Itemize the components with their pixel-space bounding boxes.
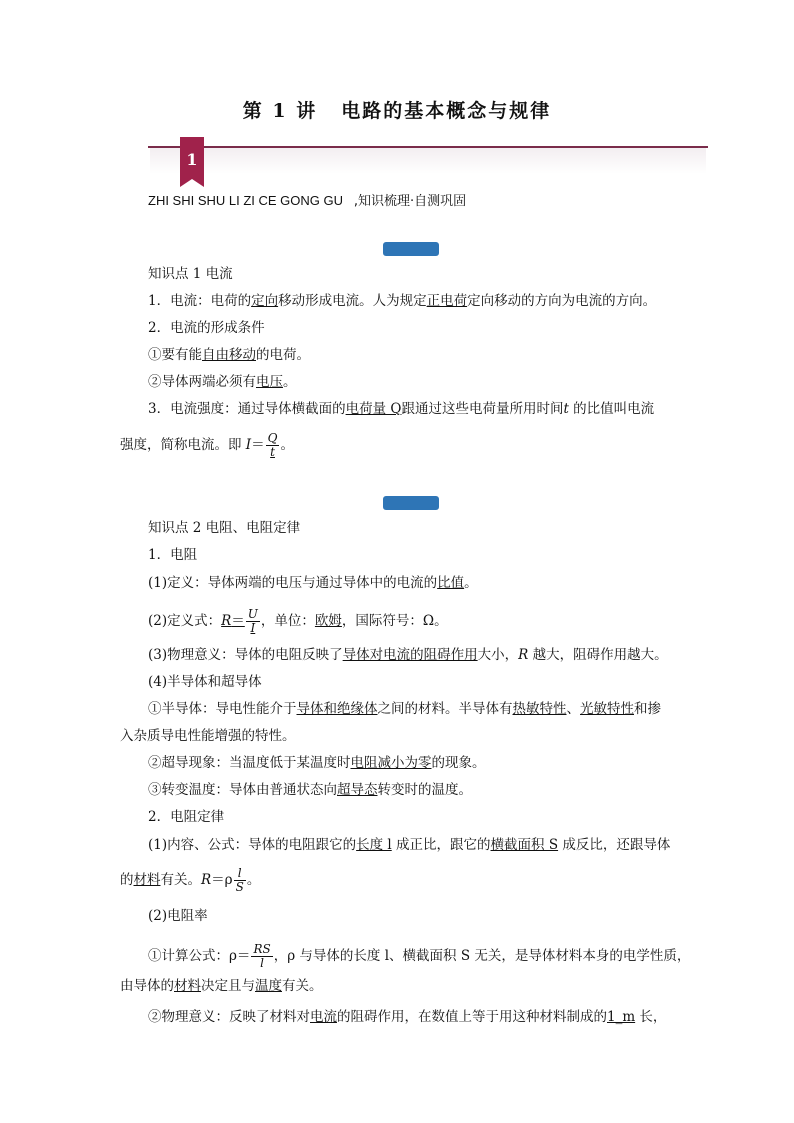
kp1-heading: 知识点 1 电流 (148, 266, 233, 282)
kp2-line: (3)物理意义：导体的电阻反映了导体对电流的阻碍作用大小，R 越大，阻碍作用越大。 (148, 647, 668, 663)
kp2-line: ①半导体：导电性能介于导体和绝缘体之间的材料。半导体有热敏特性、光敏特性和掺 (148, 701, 661, 717)
kp2-line: (4)半导体和超导体 (148, 674, 262, 690)
kp2-line: 由导体的材料决定且与温度有关。 (120, 978, 323, 994)
knowledge-point-marker (383, 242, 439, 256)
page-title: 第 1 讲 电路的基本概念与规律 (242, 100, 552, 122)
section-header-band (150, 148, 706, 174)
kp2-line: (2)电阻率 (148, 908, 208, 924)
formula-fraction: $\frac{U}{I}$ (247, 607, 258, 635)
kp1-line: 强度，简称电流。即 I＝ $\frac{Q}{t}$ 。 (120, 431, 294, 459)
section-subheader: ZHI SHI SHU LI ZI CE GONG GU ,知识梳理·自测巩固 (148, 193, 467, 209)
kp2-line: ②超导现象：当温度低于某温度时电阻减小为零的现象。 (148, 755, 486, 771)
kp2-line: (1)内容、公式：导体的电阻跟它的长度 l 成正比，跟它的横截面积 S 成反比，还跟导体 (148, 837, 671, 853)
kp2-line: 1．电阻 (148, 547, 198, 563)
kp2-line: ②物理意义：反映了材料对电流的阻碍作用，在数值上等于用这种材料制成的1_m 长， (148, 1009, 667, 1025)
formula-fraction: $\frac{Q}{t}$ (267, 431, 278, 459)
kp2-line: 2．电阻定律 (148, 809, 225, 825)
kp1-line: ①要有能自由移动的电荷。 (148, 347, 310, 363)
kp2-line: (2)定义式：R＝ $\frac{U}{I}$ ，单位：欧姆，国际符号：Ω。 (148, 607, 448, 635)
kp1-line: 1．电流：电荷的定向移动形成电流。人为规定正电荷定向移动的方向为电流的方向。 (148, 293, 657, 309)
kp2-line: (1)定义：导体两端的电压与通过导体中的电流的比值。 (148, 575, 478, 591)
kp2-line: ③转变温度：导体由普通状态向超导态转变时的温度。 (148, 782, 472, 798)
formula-fraction: $\frac{l}{S}$ (235, 866, 244, 894)
kp1-line: 2．电流的形成条件 (148, 320, 265, 336)
formula-fraction: $\frac{RS}{l}$ (253, 942, 271, 970)
kp1-line: ②导体两端必须有电压。 (148, 374, 297, 390)
section-number-badge: 1 (180, 137, 204, 179)
kp1-line: 3．电流强度：通过导体横截面的电荷量 Q跟通过这些电荷量所用时间t 的比值叫电流 (148, 401, 655, 417)
kp2-line: 入杂质导电性能增强的特性。 (120, 728, 296, 744)
knowledge-point-marker (383, 496, 439, 510)
kp2-line: 的材料有关。R＝ρ $\frac{l}{S}$ 。 (120, 866, 261, 894)
section-header-rule (148, 146, 708, 148)
kp2-line: ①计算公式：ρ＝ $\frac{RS}{l}$ ，ρ 与导体的长度 l、横截面积 S 无关，是导体材料本身的电学性质， (148, 942, 691, 970)
kp2-heading: 知识点 2 电阻、电阻定律 (148, 520, 301, 536)
